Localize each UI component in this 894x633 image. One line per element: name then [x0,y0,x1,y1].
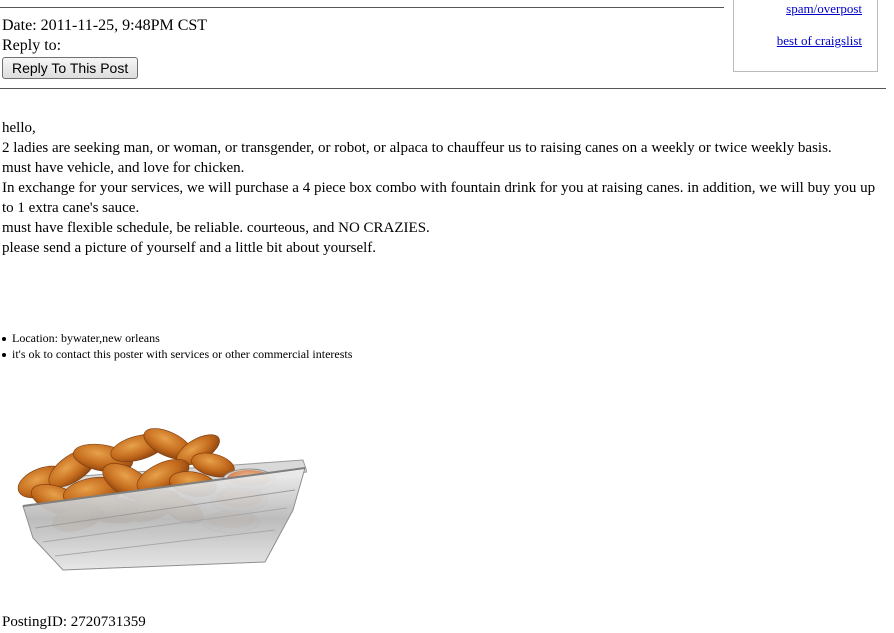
post-date: Date: 2011-11-25, 9:48PM CST [2,17,208,34]
contact-ok-attribute: it's ok to contact this poster with services or other commercial interests [0,346,352,362]
spam-overpost-link[interactable]: spam/overpost [786,1,862,16]
posting-id: PostingID: 2720731359 [2,614,146,630]
post-header [2,16,207,79]
reply-to-label: Reply to: [2,37,62,54]
post-body-line: please send a picture of yourself and a little bit about yourself. [2,240,377,256]
post-body-line: 2 ladies are seeking man, or woman, or transgender, or robot, or alpaca to chauffeur us to raising canes on a weekly or twice weekly basis. [2,140,832,156]
post-attributes [0,330,352,362]
post-body-line: must have vehicle, and love for chicken. [2,160,245,176]
chicken-fingers-tray-photo-icon [3,410,307,572]
location-attribute: Location: bywater,new orleans [0,330,352,346]
reply-to-post-button[interactable]: Reply To This Post [2,57,138,79]
post-body [2,118,890,258]
best-of-craigslist-link[interactable]: best of craigslist [776,33,862,48]
post-body-line: hello, [2,120,36,136]
post-body-line: In exchange for your services, we will purchase a 4 piece box combo with fountain drink for you at raising canes. in addition, we will buy you up to 1 extra cane's sauce. [2,180,876,216]
post-body-line: must have flexible schedule, be reliable. courteous, and NO CRAZIES. [2,220,430,236]
flag-box [733,0,878,72]
header-divider [0,88,886,89]
top-divider [0,7,724,8]
